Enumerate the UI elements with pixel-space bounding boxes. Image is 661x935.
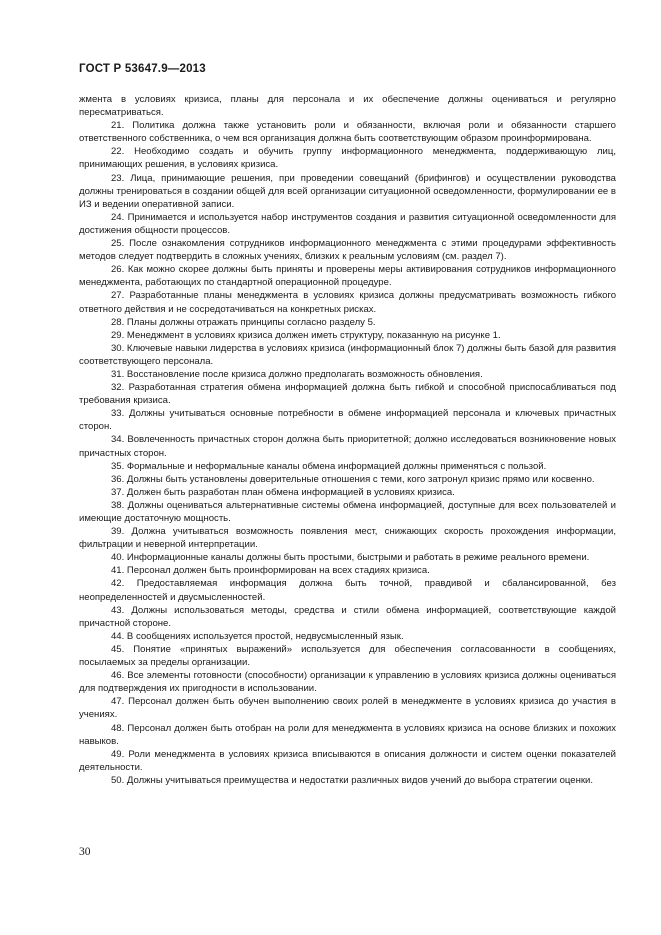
paragraph-42: 42. Предоставляемая информация должна быть точной, правдивой и сбалансированной, без неопределенностей и двусмысленностей. [79,578,616,603]
paragraph-43: 43. Должны использоваться методы, средства и стили обмена информацией, соответствующие каждой причастной стороне. [79,604,616,629]
paragraph-34: 34. Вовлеченность причастных сторон должна быть приоритетной; должно исследоваться возникновение новых причастных сторон. [79,434,616,459]
paragraph-27: 27. Разработанные планы менеджмента в условиях кризиса должны предусматривать возможность гибкого ответного действия и не сосредотачиваться на конкретных рисках. [79,290,616,315]
paragraph-47: 47. Персонал должен быть обучен выполнению своих ролей в менеджменте в условиях кризиса до участия в учениях. [79,696,616,721]
paragraph-44: 44. В сообщениях используется простой, недвусмысленный язык. [111,630,404,642]
paragraph-48: 48. Персонал должен быть отобран на роли для менеджмента в условиях кризиса на основе близких и похожих навыков. [79,722,616,747]
paragraph-21: 21. Политика должна также установить роли и обязанности, включая роли и обязанности старшего ответственного собственника, о чем вся организация должна быть соответствующим образом проинформирована. [79,120,616,145]
paragraph-23: 23. Лица, принимающие решения, при проведении совещаний (брифингов) и осуществлении руководства должны тренироваться в создании общей для всей организации ситуационной осведомленности, формулировании ее в ИЗ и ведении оперативной записи. [79,172,616,210]
paragraph-32: 32. Разработанная стратегия обмена информацией должна быть гибкой и способной приспосабливаться под требования кризиса. [79,382,616,407]
paragraph-37: 37. Должен быть разработан план обмена информацией в условиях кризиса. [111,486,455,498]
paragraph-25: 25. После ознакомления сотрудников информационного менеджмента с этими процедурами эффективность методов следует подтвердить в сложных учениях, близких к реальным условиям (см. раздел 7). [79,238,616,263]
paragraph-30: 30. Ключевые навыки лидерства в условиях кризиса (информационный блок 7) должны быть базой для развития соответствующего персонала. [79,342,616,367]
paragraph-39: 39. Должна учитываться возможность появления мест, снижающих скорость прохождения информации, фильтрации и неверной интерпретации. [79,526,616,551]
paragraph-46: 46. Все элементы готовности (способности) организации к управлению в условиях кризиса должны оцениваться для подтверждения их пригодности в использовании. [79,670,616,695]
paragraph-49: 49. Роли менеджмента в условиях кризиса вписываются в описания должности и систем оценки показателей деятельности. [79,748,616,773]
paragraph-50: 50. Должны учитываться преимущества и недостатки различных видов учений до выбора стратегии оценки. [111,774,594,786]
paragraph-35: 35. Формальные и неформальные каналы обмена информацией должны применяться с пользой. [111,460,547,472]
paragraph-40: 40. Информационные каналы должны быть простыми, быстрыми и работать в режиме реального времени. [111,552,590,564]
paragraph-29: 29. Менеджмент в условиях кризиса должен иметь структуру, показанную на рисунке 1. [111,329,501,341]
paragraph-31: 31. Восстановление после кризиса должно предполагать возможность обновления. [111,368,483,380]
paragraph-33: 33. Должны учитываться основные потребности в обмене информацией персонала и ключевых причастных сторон. [79,408,616,433]
page-number: 30 [79,846,91,858]
paragraph-41: 41. Персонал должен быть проинформирован на всех стадиях кризиса. [111,565,430,577]
paragraph-22: 22. Необходимо создать и обучить группу информационного менеджмента, поддерживающую лиц, принимающих решения, в условиях кризиса. [79,146,616,171]
paragraph-26: 26. Как можно скорее должны быть приняты и проверены меры активирования сотрудников информационного менеджмента, работающих по стандартной операционной процедуре. [79,264,616,289]
paragraph-38: 38. Должны оцениваться альтернативные системы обмена информацией, доступные для всех пользователей и имеющие достаточную мощность. [79,499,616,524]
document-body [79,93,616,787]
paragraph-45: 45. Понятие «принятых выражений» используется для обеспечения согласованности в сообщениях, посылаемых за пределы организации. [79,643,616,669]
paragraph-28: 28. Планы должны отражать принципы согласно разделу 5. [111,316,376,328]
paragraph-36: 36. Должны быть установлены доверительные отношения с теми, кого затронул кризис прямо или косвенно. [111,473,595,485]
paragraph-24: 24. Принимается и используется набор инструментов создания и развития ситуационной осведомленности для достижения общности процессов. [79,211,616,236]
continuation-paragraph: жмента в условиях кризиса, планы для персонала и их обеспечение должны оцениваться и регулярно пересматриваться. [79,94,616,119]
document-header: ГОСТ Р 53647.9—2013 [79,63,206,75]
